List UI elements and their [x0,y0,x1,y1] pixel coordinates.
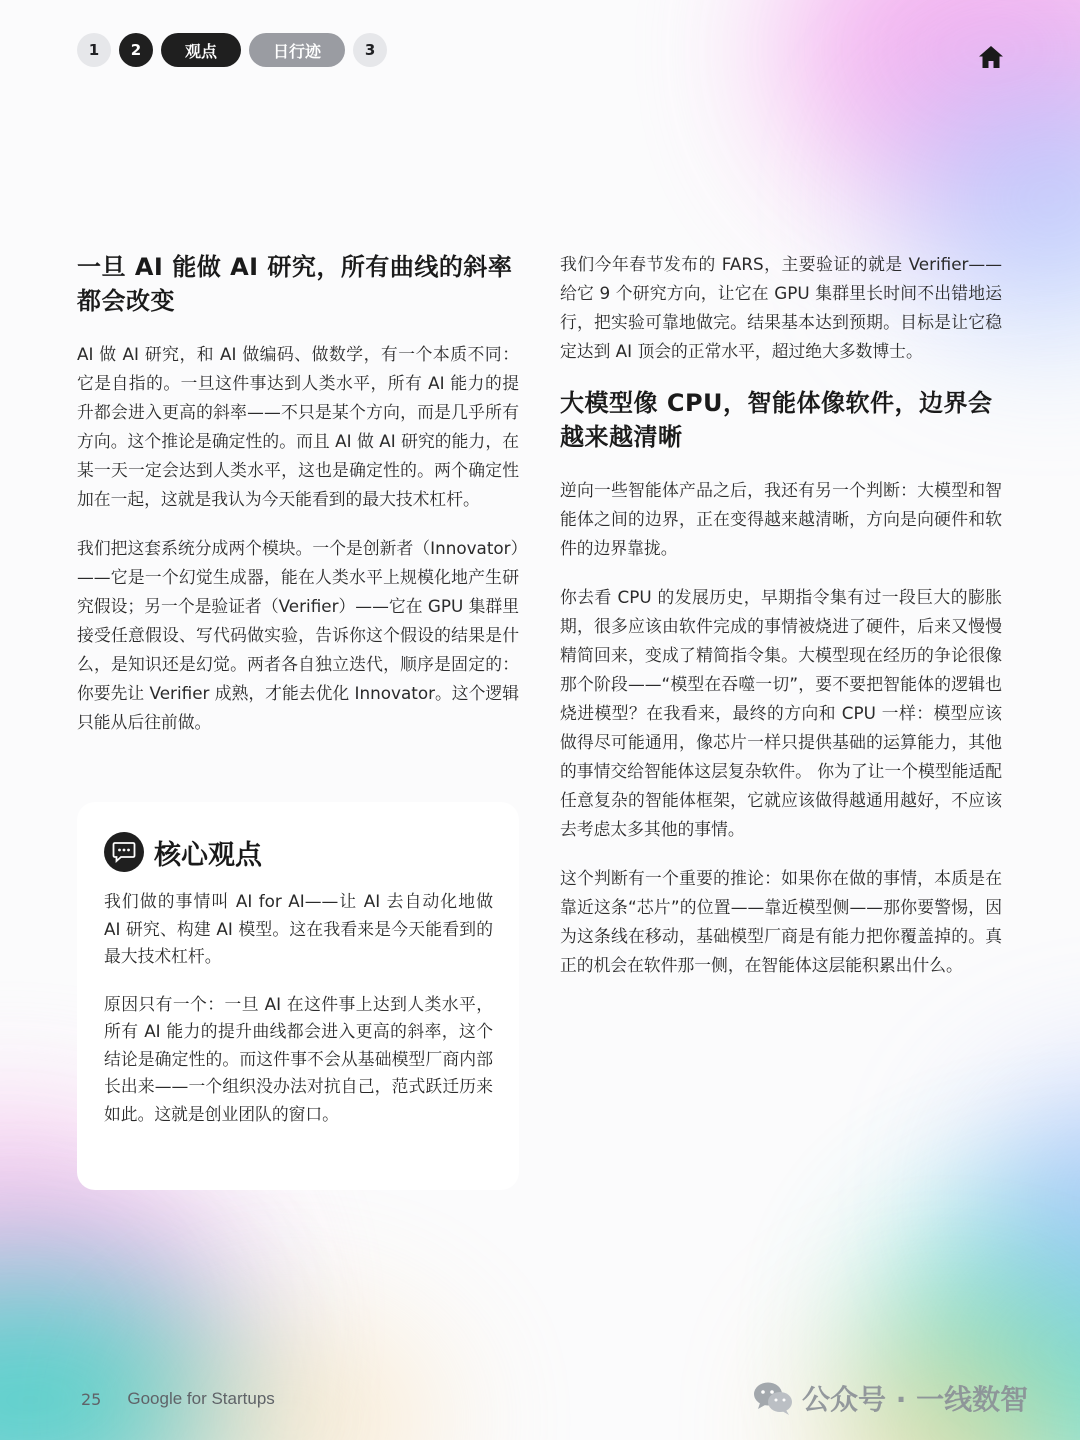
nav-pill-viewpoint[interactable]: 观点 [161,33,241,67]
nav-pill-daily[interactable]: 日行迹 [249,33,345,67]
right-paragraph-4: 这个判断有一个重要的推论：如果你在做的事情，本质是在靠近这条“芯片”的位置——靠近模型侧——那你要警惕，因为这条线在移动，基础模型厂商是有能力把你覆盖掉的。真正的机会在软件那一侧，在智能体这层能积累出什么。 [560,868,1002,975]
nav-step-1[interactable]: 1 [77,33,111,67]
brand-logo: Google for Startups [127,1389,275,1408]
key-point-card [77,802,519,1190]
left-heading: 一旦 AI 能做 AI 研究，所有曲线的斜率都会改变 [77,253,513,315]
home-icon[interactable] [978,45,1004,69]
card-title: 核心观点 [154,839,262,871]
left-paragraph-1: AI 做 AI 研究，和 AI 做编码、做数学，有一个本质不同：它是自指的。一旦这件事达到人类水平，所有 AI 能力的提升都会进入更高的斜率——不只是某个方向，而是几乎所有方向。这个推论是确定性的。而且 AI 做 AI 研究的能力，在某一天一定会达到人类水平，这也是确定性的。两个确定性加在一起，这就是我认为今天能看到的最大技术杠杆。 [77,344,519,509]
right-heading: 大模型像 CPU，智能体像软件，边界会越来越清晰 [560,389,993,451]
page-footer [81,1389,275,1409]
section-nav [77,33,387,67]
right-paragraph-3: 你去看 CPU 的发展历史，早期指令集有过一段巨大的膨胀期，很多应该由软件完成的事情被烧进了硬件，后来又慢慢精简回来，变成了精简指令集。大模型现在经历的争论很像那个阶段——“模型在吞噬一切”，要不要把智能体的逻辑也烧进模型？在我看来，最终的方向和 CPU 一样：模型应该做得尽可能通用，像芯片一样只提供基础的运算能力，其他的事情交给智能体这层复杂软件。 你为了让一个模型能适配任意复杂的智能体框架，它就应该做得越通用越好，不应该去考虑太多其他的事情。 [560,587,1002,839]
right-paragraph-2: 逆向一些智能体产品之后，我还有另一个判断：大模型和智能体之间的边界，正在变得越来越清晰，方向是向硬件和软件的边界靠拢。 [560,480,1002,558]
card-paragraph-1: 我们做的事情叫 AI for AI——让 AI 去自动化地做 AI 研究、构建 AI 模型。这在我看来是今天能看到的最大技术杠杆。 [104,891,493,966]
chat-bubble-icon [104,832,144,872]
left-column [77,250,519,757]
wechat-icon [752,1380,794,1416]
watermark-text: 公众号 · 一线数智 [802,1383,1029,1416]
watermark [752,1378,1028,1418]
card-paragraph-2: 原因只有一个：一旦 AI 在这件事上达到人类水平，所有 AI 能力的提升曲线都会进入更高的斜率，这个结论是确定性的。而这件事不会从基础模型厂商内部长出来——一个组织没办法对抗自己，范式跃迁历来如此。这就是创业团队的窗口。 [104,993,493,1124]
left-paragraph-2: 我们把这套系统分成两个模块。一个是创新者（Innovator）——它是一个幻觉生成器，能在人类水平上规模化地产生研究假设；另一个是验证者（Verifier）——它在 GPU 集群里接受任意假设、写代码做实验，告诉你这个假设的结果是什么，是知识还是幻觉。两者各自独立迭代，顺序是固定的：你要先让 Verifier 成熟，才能去优化 Innovator。这个逻辑只能从后往前做。 [77,538,519,732]
page-number: 25 [81,1389,102,1409]
nav-step-2[interactable]: 2 [119,33,153,67]
right-column [560,250,1002,1000]
nav-step-3[interactable]: 3 [353,33,387,67]
right-paragraph-1: 我们今年春节发布的 FARS，主要验证的就是 Verifier——给它 9 个研究方向，让它在 GPU 集群里长时间不出错地运行，把实验可靠地做完。结果基本达到预期。目标是让它稳定达到 AI 顶会的正常水平，超过绝大多数博士。 [560,254,1002,361]
